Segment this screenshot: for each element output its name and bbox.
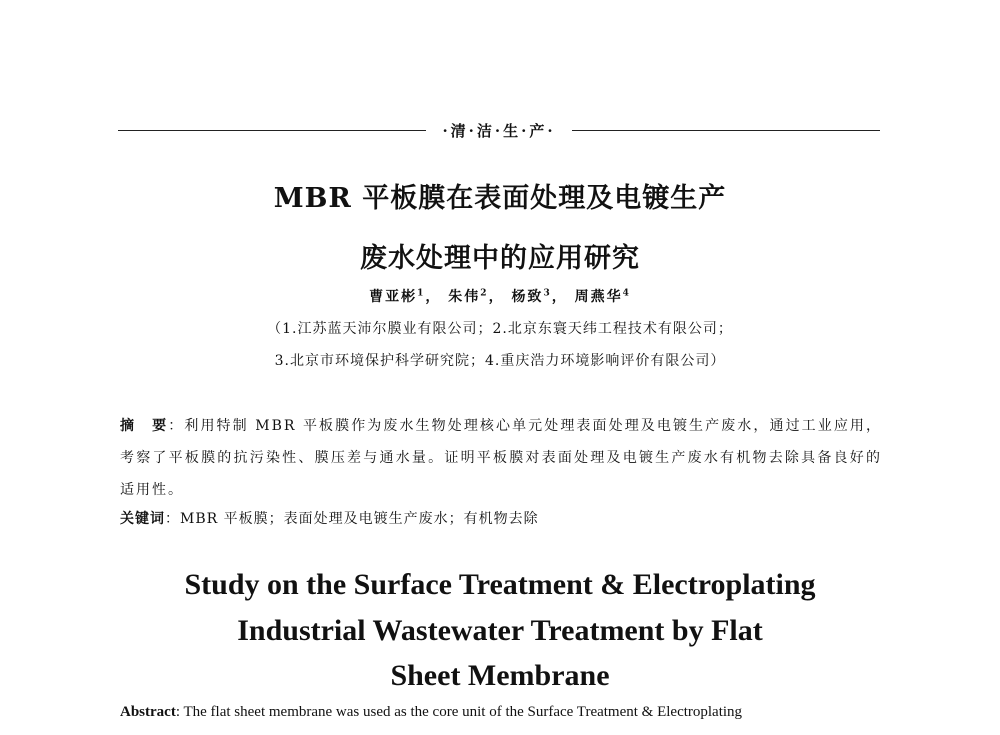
- chinese-title-line-2: 废水处理中的应用研究: [360, 243, 640, 274]
- author-name: 杨致: [511, 289, 544, 305]
- english-title-line-3: Sheet Membrane: [390, 659, 610, 692]
- author-mark: 3: [543, 288, 552, 299]
- affiliation-line-1: （1.江苏蓝天沛尔膜业有限公司；2.北京东寰天纬工程技术有限公司；: [267, 321, 733, 337]
- author-name: 朱伟: [448, 289, 481, 305]
- keywords-text: MBR 平板膜；表面处理及电镀生产废水；有机物去除: [180, 511, 539, 527]
- keywords-label: 关键词: [120, 511, 165, 527]
- header-rule-right: [572, 130, 880, 131]
- affiliation-line-2: 3.北京市环境保护科学研究院；4.重庆浩力环境影响评价有限公司）: [274, 353, 726, 369]
- chinese-keywords: 关键词：MBR 平板膜；表面处理及电镀生产废水；有机物去除: [120, 511, 539, 527]
- abstract-label: 摘 要: [120, 418, 169, 434]
- english-abstract-text: The flat sheet membrane was used as the core unit of the Surface Treatment & Electroplating: [183, 704, 743, 720]
- author-mark: 4: [622, 288, 631, 299]
- author-name: 曹亚彬: [369, 289, 418, 305]
- chinese-title-line-1: MBR 平板膜在表面处理及电镀生产: [273, 183, 727, 214]
- author-mark: 1: [417, 288, 426, 299]
- author-list: 曹亚彬$^1$， 朱伟$^2$， 杨致$^3$， 周燕华$^4$: [369, 288, 631, 305]
- english-title-line-2: Industrial Wastewater Treatment by Flat: [237, 614, 763, 647]
- english-title-line-1: Study on the Surface Treatment & Electroplating: [184, 568, 816, 601]
- abstract-text: 利用特制 MBR 平板膜作为废水生物处理核心单元处理表面处理及电镀生产废水，通过工业应用，考察了平板膜的抗污染性、膜压差与通水量。证明平板膜对表面处理及电镀生产废水有机物去除具备良好的适用性。: [120, 418, 883, 498]
- chinese-abstract: 摘 要：利用特制 MBR 平板膜作为废水生物处理核心单元处理表面处理及电镀生产废水，通过工业应用，考察了平板膜的抗污染性、膜压差与通水量。证明平板膜对表面处理及电镀生产废水有机物去除具备良好的适用性。: [120, 418, 883, 498]
- english-abstract-label: Abstract: [120, 704, 176, 720]
- author-name: 周燕华: [574, 289, 623, 305]
- author-mark: 2: [480, 288, 489, 299]
- section-label: ·清·洁·生·产·: [442, 121, 556, 140]
- english-abstract: Abstract: The flat sheet membrane was used as the core unit of the Surface Treatment & Electroplating: [120, 704, 743, 720]
- section-header: [118, 118, 880, 142]
- header-rule-left: [118, 130, 426, 131]
